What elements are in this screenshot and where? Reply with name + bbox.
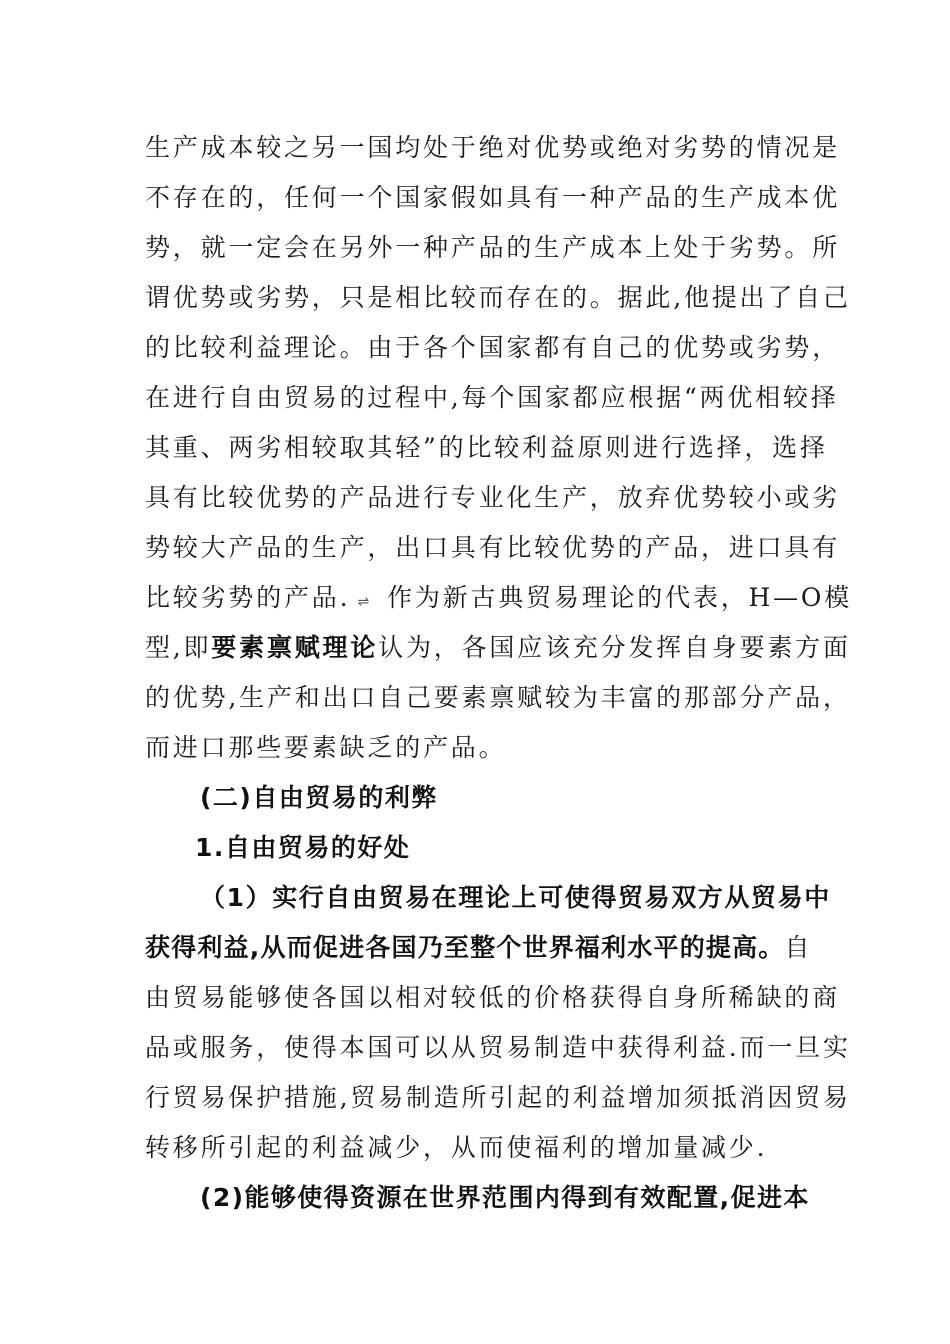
- point-heading: （1）实行自由贸易在理论上可使得贸易双方从贸易中: [200, 883, 831, 912]
- body-line: 不存在的，任何一个国家假如具有一种产品的生产成本优: [145, 183, 841, 212]
- bold-term: 要素禀赋理论: [211, 633, 379, 662]
- body-line: 势较大产品的生产，出口具有比较优势的产品，进口具有: [145, 533, 841, 562]
- body-line: [145, 631, 851, 665]
- body-line: 由贸易能够使各国以相对较低的价格获得自身所稀缺的商: [145, 983, 841, 1012]
- body-line: 的优势,生产和出口自己要素禀赋较为丰富的那部分产品，: [145, 683, 851, 712]
- body-line: 转移所引起的利益减少，从而使福利的增加量减少.: [145, 1133, 768, 1162]
- section-heading: (二)自由贸易的利弊: [200, 783, 438, 812]
- paragraph-mark-icon: ⇌: [357, 594, 370, 610]
- body-line: 具有比较优势的产品进行专业化生产，放弃优势较小或劣: [145, 483, 841, 512]
- body-line: [145, 581, 853, 615]
- body-line: 谓优势或劣势，只是相比较而存在的。据此,他提出了自己: [145, 283, 851, 312]
- body-line: 生产成本较之另一国均处于绝对优势或绝对劣势的情况是: [145, 133, 841, 162]
- line-text: 作为新古典贸易理论的代表，H—O模: [376, 583, 853, 612]
- line-text: 自: [784, 933, 813, 962]
- subsection-heading: 1.自由贸易的好处: [195, 833, 411, 862]
- line-text: 比较劣势的产品.: [145, 583, 351, 612]
- body-line: 在进行自由贸易的过程中,每个国家都应根据“两优相较择: [145, 383, 839, 412]
- body-line: [145, 931, 815, 965]
- line-text: 型,即: [145, 633, 212, 662]
- point-heading: (2)能够使得资源在世界范围内得到有效配置,促进本: [200, 1183, 810, 1212]
- line-text: 认为，各国应该充分发挥自身要素方面: [378, 633, 851, 662]
- body-line: 行贸易保护措施,贸易制造所引起的利益增加须抵消因贸易: [145, 1083, 851, 1112]
- point-heading: 获得利益,从而促进各国乃至整个世界福利水平的提高。: [145, 933, 785, 962]
- body-line: 品或服务，使得本国可以从贸易制造中获得利益.而一旦实: [145, 1033, 851, 1062]
- body-line: 势，就一定会在另外一种产品的生产成本上处于劣势。所: [145, 233, 841, 262]
- body-line: 的比较利益理论。由于各个国家都有自己的优势或劣势，: [145, 333, 841, 362]
- body-line: 其重、两劣相较取其轻”的比较利益原则进行选择，选择: [145, 433, 828, 462]
- body-line: 而进口那些要素缺乏的产品。: [145, 733, 507, 762]
